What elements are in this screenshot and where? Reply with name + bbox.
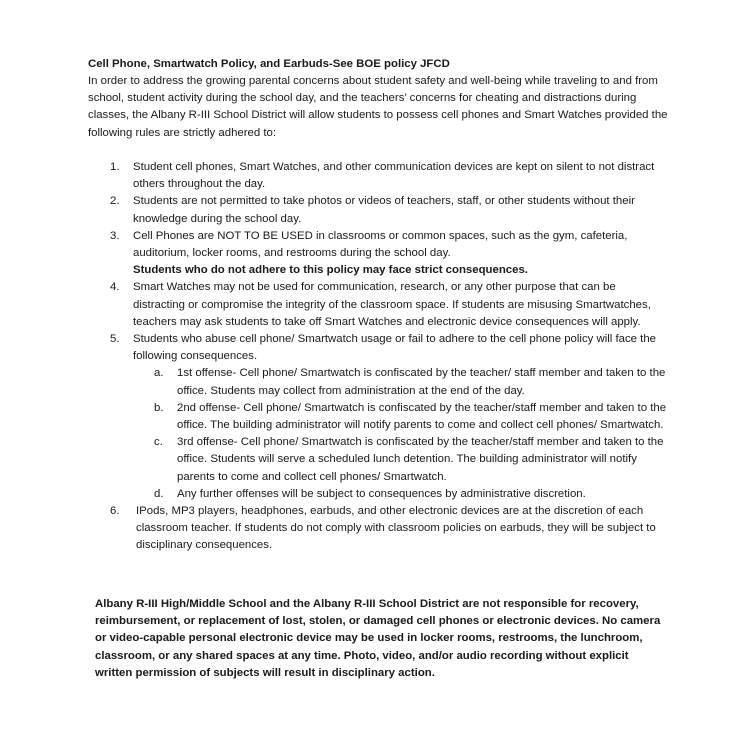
intro-paragraph: In order to address the growing parental concerns about student safety and well-being while traveling to and from school, student activity during the school day, and the teachers’ concerns for cheating and distractions during classes, the Albany R-III School District will allow students to possess cell phones and Smart Watches provided the following rules are strictly adhered to: [88, 75, 668, 139]
rule-text: Cell Phones are NOT TO BE USED in classrooms or common spaces, such as the gym, cafeteria, auditorium, locker rooms, and restrooms during the school day. [133, 229, 628, 260]
rule-number: 1. [110, 161, 120, 173]
rule-text: Students are not permitted to take photos or videos of teachers, staff, or other students without their knowledge during the school day. [133, 195, 635, 225]
rules-list [88, 159, 668, 555]
consequence-letter: c. [154, 436, 163, 449]
consequence-text: 1st offense- Cell phone/ Smartwatch is confiscated by the teacher/ staff member and taken to the office. Students may collect from administration at the end of the day. [177, 367, 666, 397]
rule-number: 2. [110, 195, 120, 208]
consequence-letter: b. [154, 401, 164, 414]
liability-disclaimer: Albany R-III High/Middle School and the Albany R-III School District are not responsible for recovery, reimbursement, or replacement of lost, stolen, or damaged cell phones or electronic devices. No camera or video-capable personal electronic device may be used in locker rooms, restrooms, the lunchroom, classroom, or any shared spaces at any time. Photo, video, and/or audio recording without explicit written permission of subjects will result in disciplinary action. [95, 598, 661, 679]
consequence-text: 2nd offense- Cell phone/ Smartwatch is confiscated by the teacher/staff member and taken to the office. The building administrator will notify parents to come and collect cell phones/ Smartwatch. [177, 401, 667, 432]
consequence-text: Any further offenses will be subject to consequences by administrative discretion. [177, 487, 586, 500]
consequence-letter: a. [154, 367, 164, 380]
rule-number: 5. [110, 333, 120, 346]
rule-text: Student cell phones, Smart Watches, and other communication devices are kept on silent to not distract others throughout the day. [133, 161, 655, 191]
consequence-text: 3rd offense- Cell phone/ Smartwatch is confiscated by the teacher/staff member and taken to the office. Students will serve a scheduled lunch detention. The building administrator will notify parents to come and collect cell phones/ Smartwatch. [177, 436, 664, 483]
rule-item-6 [88, 503, 668, 555]
rule-number: 3. [110, 229, 120, 242]
rule-text: Students who abuse cell phone/ Smartwatch usage or fail to adhere to the cell phone policy will face the following consequences. [133, 333, 657, 363]
rule-item-2 [88, 193, 668, 227]
consequence-item-b [88, 400, 668, 434]
rule-item-1 [88, 159, 668, 193]
rule-warning-note: Students who do not adhere to this policy may face strict consequences. [133, 264, 528, 277]
rule-item-5 [88, 331, 668, 503]
rule-item-3 [88, 228, 668, 280]
policy-title: Cell Phone, Smartwatch Policy, and Earbuds-See BOE policy JFCD [88, 58, 450, 70]
rule-number: 6. [110, 505, 120, 518]
consequence-letter: d. [154, 487, 164, 500]
rule-text: IPods, MP3 players, headphones, earbuds, and other electronic devices are at the discretion of each classroom teacher. If students do not comply with classroom policies on earbuds, they will be subject to disciplinary consequences. [136, 505, 656, 552]
consequence-item-c [88, 434, 668, 486]
rule-text: Smart Watches may not be used for communication, research, or any other purpose that can be distracting or compromise the integrity of the classroom space. If students are misusing Smartwatches, teachers may ask students to take off Smart Watches and electronic device consequences will apply. [133, 281, 651, 328]
rule-item-4 [88, 279, 668, 331]
rule-number: 4. [110, 281, 120, 294]
consequence-item-d [88, 486, 668, 503]
consequence-item-a [88, 365, 668, 399]
